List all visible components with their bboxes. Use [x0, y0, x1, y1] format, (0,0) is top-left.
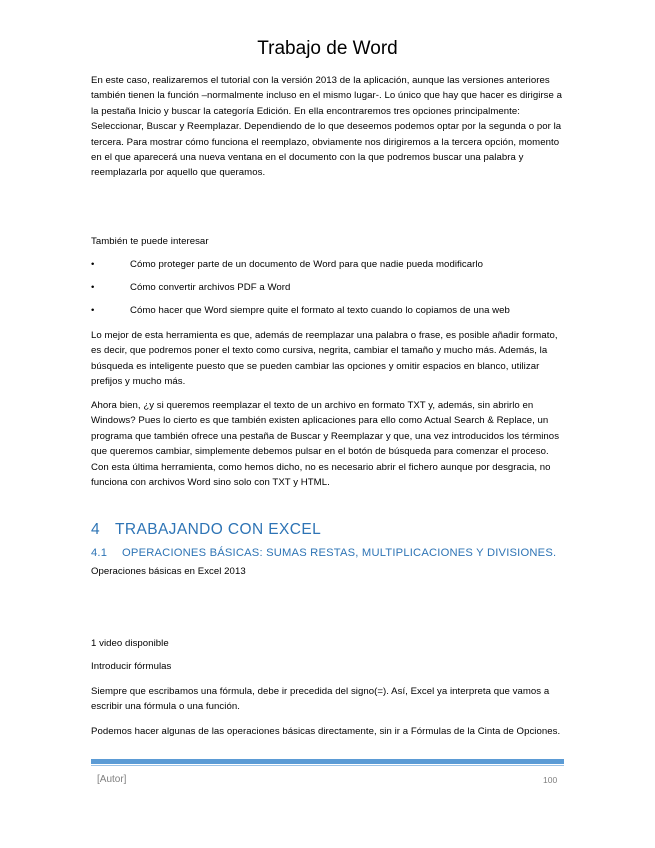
heading-number: 4 [91, 521, 101, 538]
page-header-title: Trabajo de Word [257, 38, 398, 59]
also-interesting-label: También te puede interesar [91, 236, 209, 247]
operations-subtitle: Operaciones básicas en Excel 2013 [91, 566, 246, 577]
bullet-icon: • [91, 305, 95, 316]
paragraph-basic-operations: Podemos hacer algunas de las operaciones básicas directamente, sin ir a Fórmulas de la Cinta de Opciones. [91, 726, 561, 737]
paragraph-formula-sign: Siempre que escribamos una fórmula, debe ir precedida del signo(=). Así, Excel ya interpreta que vamos a escribir una fórmula o una función. [91, 686, 550, 713]
paragraph-features: Lo mejor de esta herramienta es que, además de reemplazar una palabra o frase, es posible añadir formato, es decir, que podremos poner el texto como cursiva, negrita, cambiar el tamaño y mucho más. Además, la búsqueda es inteligente puesto que se pueden cambiar las opciones y omitir espacios en blanco, utilizar prefijos y mucho más. [91, 330, 558, 388]
list-item-text: Cómo convertir archivos PDF a Word [130, 282, 291, 293]
bullet-icon: • [91, 259, 95, 270]
list-item [91, 303, 567, 326]
video-available-line: 1 video disponible [91, 638, 169, 649]
intro-formulas-label: Introducir fórmulas [91, 661, 172, 672]
paragraph-txt-replace: Ahora bien, ¿y si queremos reemplazar el texto de un archivo en formato TXT y, además, sin abrirlo en Windows? Pues lo cierto es que también existen aplicaciones para ello como Actual Search & Replace, un programa que también ofrece una pestaña de Buscar y Reemplazar y que, una vez introducidos los términos que queremos cambiar, simplemente debemos pulsar en el botón de búsqueda para comenzar el proceso. Con esta última herramienta, como hemos dicho, no es necesario abrir el fichero aunque por desgracia, no funciona con archivos Word sino solo con TXT y HTML. [91, 400, 560, 489]
paragraph-intro: En este caso, realizaremos el tutorial con la versión 2013 de la aplicación, aunque las versiones anteriores también tienen la función –normalmente incluso en el mismo lugar-. Lo único que hay que hacer es dirigirse a la pestaña Inicio y buscar la categoría Edición. En ella encontraremos tres opciones principalmente: Seleccionar, Buscar y Reemplazar. Dependiendo de lo que deseemos podemos optar por la segunda o por la tercera. Para mostrar cómo funciona el reemplazo, obviamente nos dirigiremos a la tercera opción, momento en el que aparecerá una nueva ventana en el documento con la que podremos buscar una palabra y reemplazarla por aquello que queramos. [91, 75, 562, 179]
footer-author: [Autor] [97, 774, 127, 785]
list-item [91, 257, 567, 280]
list-item [91, 280, 567, 303]
heading-number: 4.1 [91, 547, 108, 559]
list-item-text: Cómo proteger parte de un documento de Word para que nadie pueda modificarlo [130, 259, 483, 270]
footer-rule-thin [91, 765, 564, 766]
footer-rule [91, 759, 564, 764]
bullet-icon: • [91, 282, 95, 293]
list-item-text: Cómo hacer que Word siempre quite el formato al texto cuando lo copiamos de una web [130, 305, 510, 316]
page-number: 100 [543, 775, 558, 785]
related-links-list [91, 257, 567, 326]
heading-level-1 [91, 522, 321, 537]
heading-text: OPERACIONES BÁSICAS: SUMAS RESTAS, MULTIPLICACIONES Y DIVISIONES. [122, 547, 557, 559]
heading-text: TRABAJANDO CON EXCEL [115, 521, 322, 538]
heading-level-2 [91, 546, 556, 561]
